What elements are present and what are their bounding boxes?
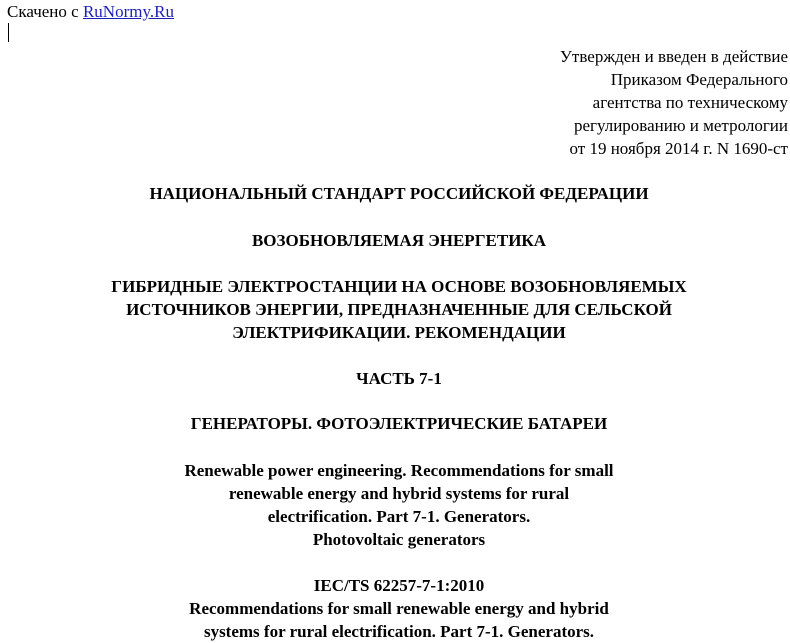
- approval-line: агентства по техническому: [592, 93, 788, 112]
- english-title-line: Renewable power engineering. Recommendations for small: [184, 461, 614, 480]
- subtitle-line: ЭЛЕКТРИФИКАЦИИ. РЕКОМЕНДАЦИИ: [232, 323, 566, 342]
- download-source-line: [7, 2, 174, 22]
- subtitle-heading: [0, 275, 790, 344]
- english-title-block: [0, 459, 790, 551]
- approval-line: регулированию и метрологии: [573, 116, 788, 135]
- main-title-heading: [0, 229, 790, 252]
- part-title-heading: [0, 412, 790, 435]
- part-heading: [0, 367, 790, 390]
- subtitle-line: ГИБРИДНЫЕ ЭЛЕКТРОСТАНЦИИ НА ОСНОВЕ ВОЗОБНОВЛЯЕМЫХ: [111, 277, 687, 296]
- main-title-text: ВОЗОБНОВЛЯЕМАЯ ЭНЕРГЕТИКА: [251, 231, 547, 250]
- standard-type-heading: [0, 182, 790, 205]
- approval-line: от 19 ноября 2014 г. N 1690-ст: [569, 139, 788, 158]
- english-title-line: electrification. Part 7-1. Generators.: [267, 507, 531, 526]
- english-title-line: Photovoltaic generators: [312, 530, 486, 549]
- runormy-link[interactable]: RuNormy.Ru: [82, 2, 174, 21]
- part-text: ЧАСТЬ 7-1: [356, 369, 442, 388]
- approval-line: Приказом Федерального: [610, 70, 788, 89]
- iec-code: IEC/TS 62257-7-1:2010: [313, 576, 485, 595]
- iec-title-line: Recommendations for small renewable energy and hybrid: [189, 599, 609, 618]
- standard-type-text: НАЦИОНАЛЬНЫЙ СТАНДАРТ РОССИЙСКОЙ ФЕДЕРАЦИИ: [149, 184, 649, 203]
- iec-title-line: systems for rural electrification. Part 7-1. Generators.: [203, 622, 595, 641]
- text-cursor: [8, 23, 9, 42]
- approval-line: Утвержден и введен в действие: [559, 47, 788, 66]
- downloaded-from-label: Скачено с: [7, 2, 83, 21]
- english-title-line: renewable energy and hybrid systems for rural: [228, 484, 570, 503]
- approval-block: [560, 45, 788, 160]
- iec-reference-block: [0, 574, 790, 643]
- part-title-text: ГЕНЕРАТОРЫ. ФОТОЭЛЕКТРИЧЕСКИЕ БАТАРЕИ: [190, 414, 608, 433]
- subtitle-line: ИСТОЧНИКОВ ЭНЕРГИИ, ПРЕДНАЗНАЧЕННЫЕ ДЛЯ СЕЛЬСКОЙ: [126, 300, 672, 319]
